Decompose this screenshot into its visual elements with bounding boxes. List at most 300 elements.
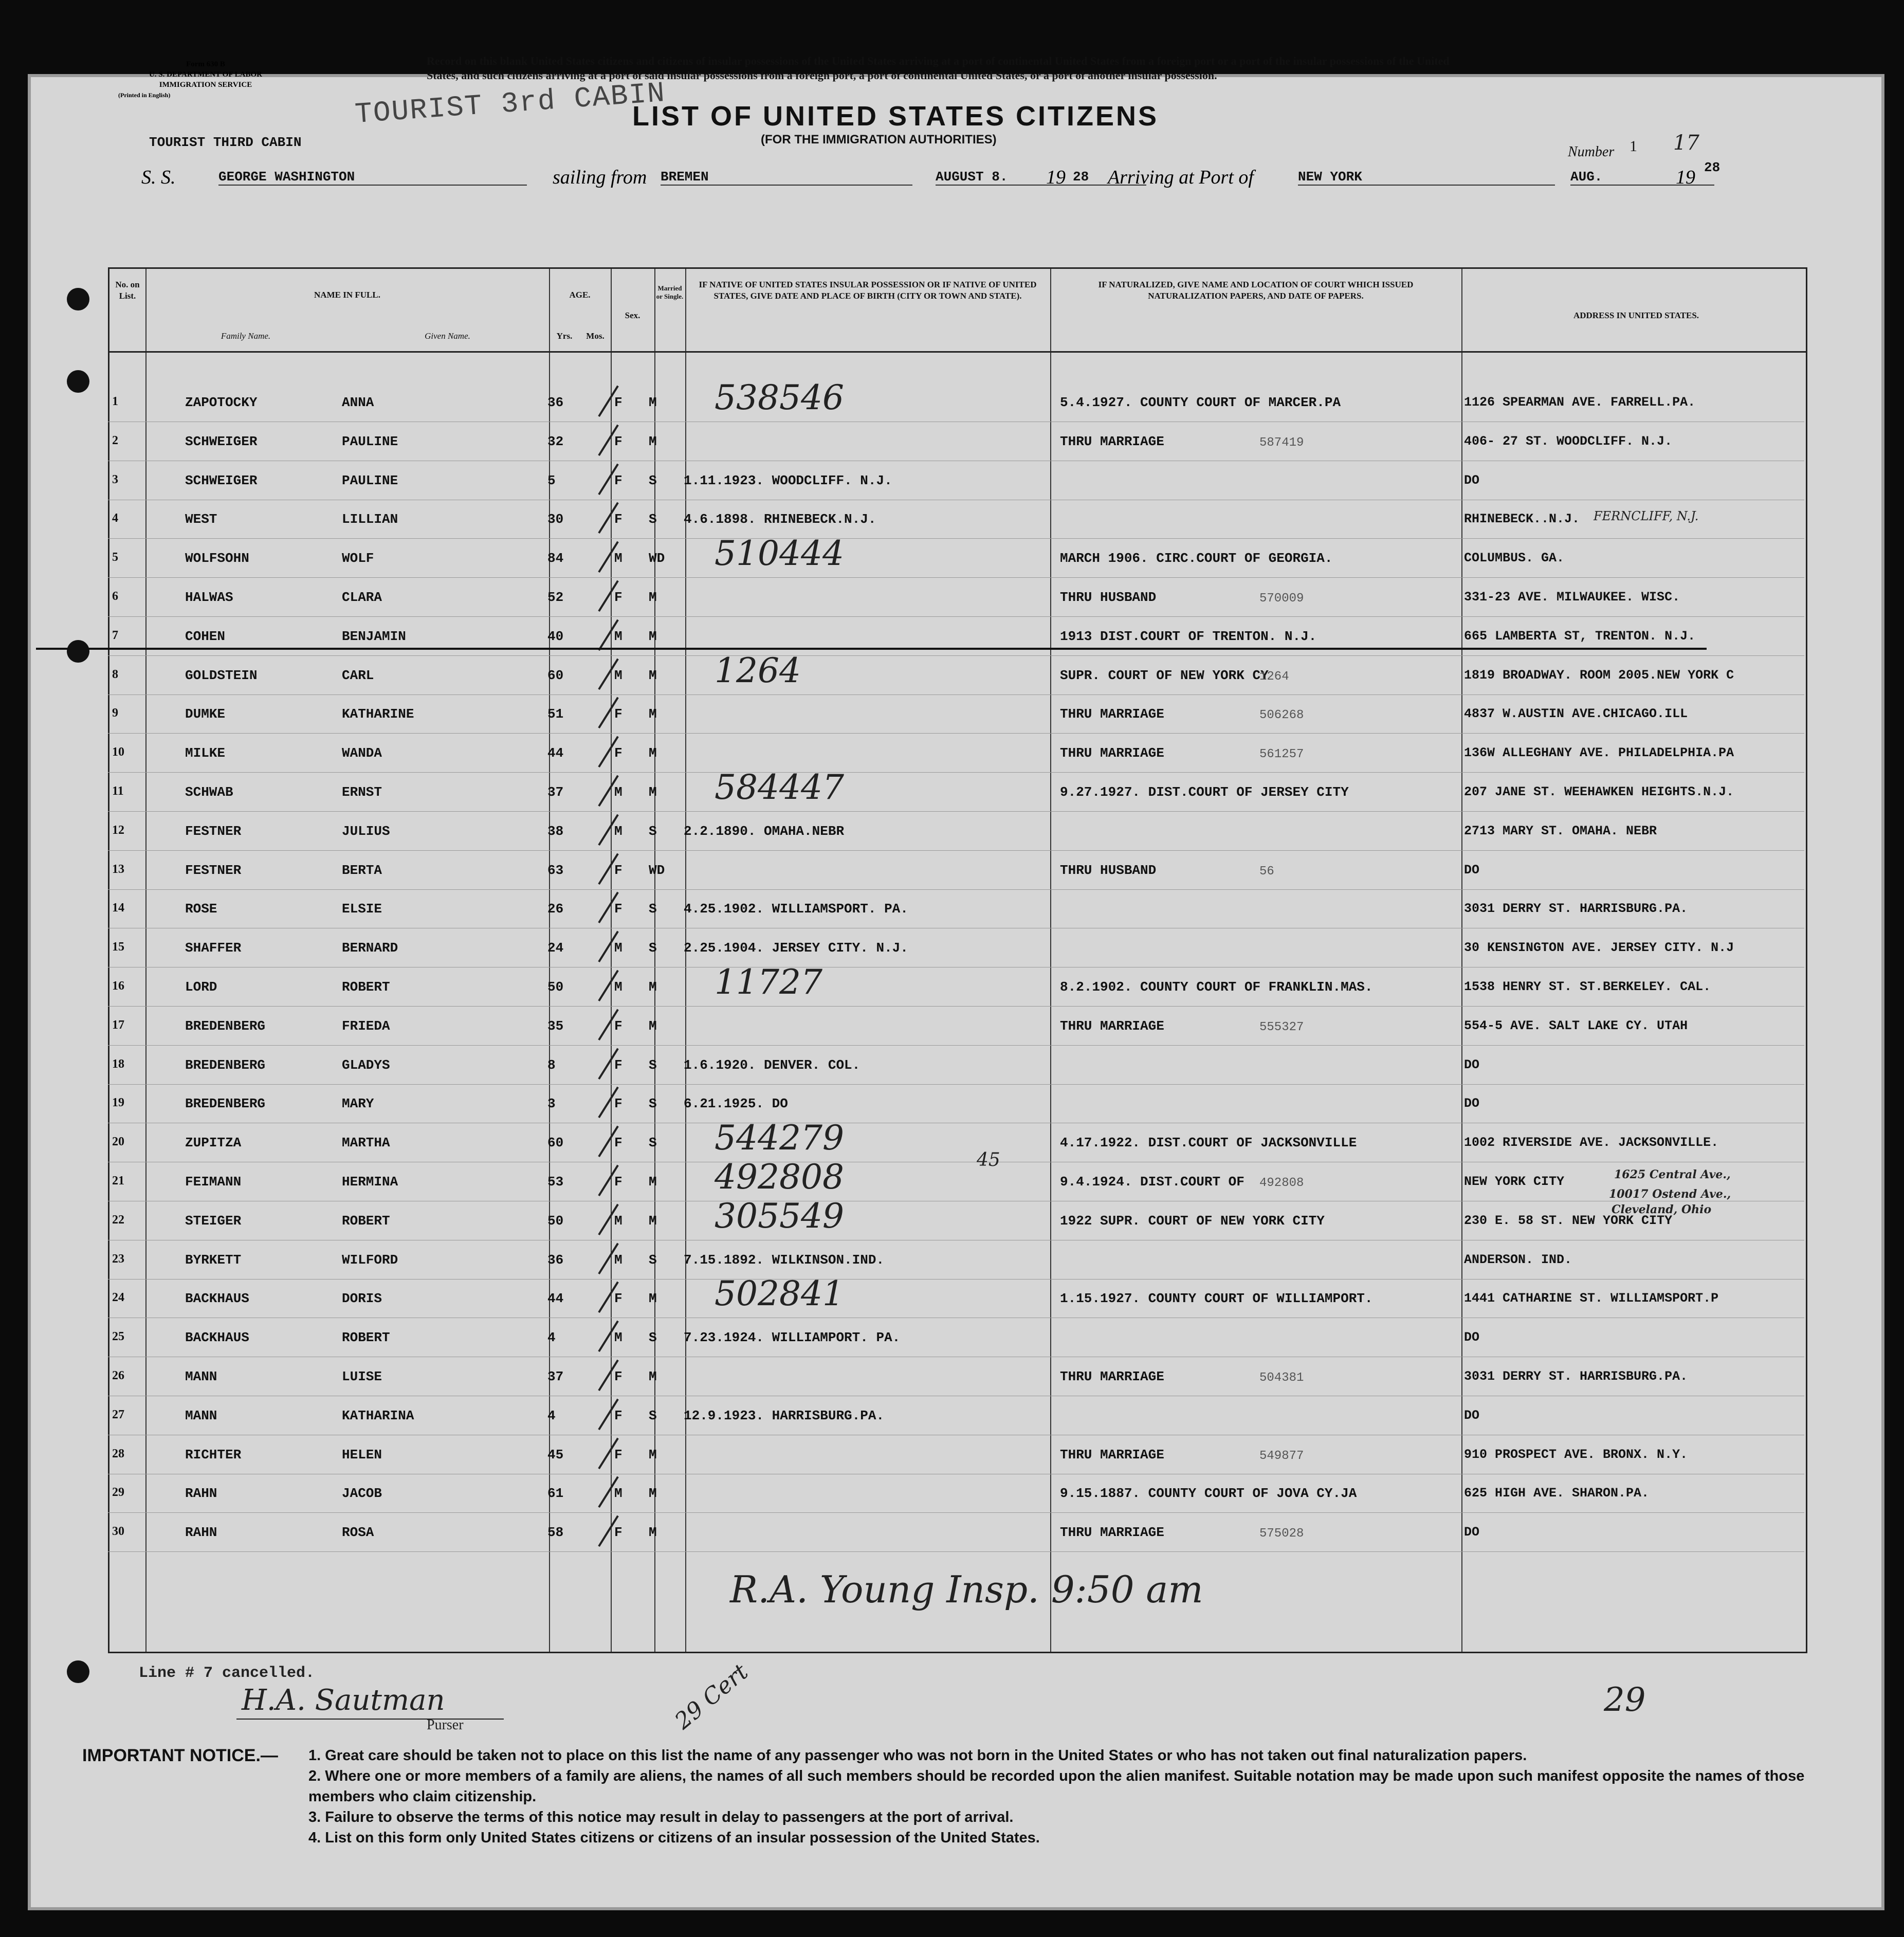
form-line: U. S. DEPARTMENT OF LABOR <box>149 70 263 79</box>
us-address: COLUMBUS. GA. <box>1464 551 1565 566</box>
arriving-label: Arriving at Port of <box>1108 167 1254 188</box>
family-name: BYRKETT <box>185 1252 242 1268</box>
year-prefix: 19 <box>1676 167 1695 188</box>
sex: M <box>614 1213 623 1229</box>
handwritten-cert-number: 544279 <box>715 1118 844 1158</box>
col-naturalized: IF NATURALIZED, GIVE NAME AND LOCATION OF COURT WHICH ISSUED NATURALIZATION PAPERS, AND DATE OF PAPERS. <box>1098 280 1414 301</box>
given-name: BERTA <box>342 862 382 878</box>
marital-status: M <box>649 745 657 761</box>
row-number: 29 <box>112 1486 124 1500</box>
us-address: 3031 DERRY ST. HARRISBURG.PA. <box>1464 1369 1688 1384</box>
sex: M <box>614 628 623 644</box>
row-number: 25 <box>112 1330 124 1344</box>
given-name: DORIS <box>342 1291 382 1307</box>
given-name: PAULINE <box>342 433 398 449</box>
stamped-cert-number: 587419 <box>1259 435 1304 450</box>
typed-class-label: TOURIST THIRD CABIN <box>149 135 302 150</box>
row-number: 10 <box>112 745 124 759</box>
count-note: 29 Cert <box>670 1658 754 1735</box>
row-rule <box>108 577 1804 578</box>
family-name: WOLFSOHN <box>185 551 249 567</box>
tourist-cabin-stamp: TOURIST 3rd CABIN <box>354 76 667 132</box>
handwritten-cert-number: 1264 <box>715 650 801 690</box>
naturalization-info: 1.15.1927. COUNTY COURT OF WILLIAMPORT. <box>1060 1291 1373 1307</box>
cancel-note: Line # 7 cancelled. <box>139 1665 315 1682</box>
stamped-cert-number: 492808 <box>1259 1176 1304 1190</box>
age-years: 8 <box>547 1057 556 1073</box>
family-name: WEST <box>185 511 217 527</box>
address-note: 10017 Ostend Ave., <box>1609 1187 1731 1201</box>
us-address: 2713 MARY ST. OMAHA. NEBR <box>1464 823 1657 838</box>
inspector-signature: R.A. Young Insp. 9:50 am <box>730 1568 1203 1611</box>
us-address: DO <box>1464 1330 1480 1345</box>
row-number: 14 <box>112 901 124 915</box>
row-rule <box>108 850 1804 851</box>
page-subtitle: (FOR THE IMMIGRATION AUTHORITIES) <box>761 133 997 147</box>
sex: F <box>614 1525 623 1541</box>
age-years: 44 <box>547 1291 564 1307</box>
age-years: 53 <box>547 1174 564 1190</box>
row-number: 15 <box>112 940 124 954</box>
family-name: BREDENBERG <box>185 1057 266 1073</box>
form-line: Form 630 B <box>186 60 225 68</box>
given-name: ELSIE <box>342 901 382 917</box>
age-years: 36 <box>547 1252 564 1268</box>
us-address: 136W ALLEGHANY AVE. PHILADELPHIA.PA <box>1464 745 1734 761</box>
us-address: 1538 HENRY ST. ST.BERKELEY. CAL. <box>1464 979 1711 994</box>
us-address: DO <box>1464 1096 1480 1111</box>
given-name: HELEN <box>342 1447 382 1463</box>
family-name: ROSE <box>185 901 217 917</box>
marital-status: S <box>649 1330 657 1346</box>
age-years: 84 <box>547 551 564 567</box>
sex: F <box>614 706 623 722</box>
row-number: 2 <box>112 433 118 447</box>
marital-status: S <box>649 1408 657 1423</box>
naturalization-info: THRU MARRIAGE <box>1060 745 1164 761</box>
form-line: (Printed in English) <box>118 92 171 99</box>
family-name: ZAPOTOCKY <box>185 395 258 410</box>
row-rule <box>108 889 1804 890</box>
marital-status: M <box>649 1486 657 1502</box>
given-name: CLARA <box>342 590 382 605</box>
naturalization-info: THRU MARRIAGE <box>1060 1525 1164 1541</box>
given-name: BERNARD <box>342 940 398 956</box>
given-name: WILFORD <box>342 1252 398 1268</box>
birth-info: 6.21.1925. DO <box>684 1096 788 1112</box>
handwritten-cert-number: 492808 <box>715 1157 844 1197</box>
sex: M <box>614 940 623 956</box>
sex: M <box>614 784 623 800</box>
given-name: ERNST <box>342 784 382 800</box>
birth-info: 1.6.1920. DENVER. COL. <box>684 1057 861 1073</box>
given-name: JACOB <box>342 1486 382 1502</box>
naturalization-info: THRU MARRIAGE <box>1060 1018 1164 1034</box>
handwritten-cert-number: 305549 <box>715 1196 844 1236</box>
row-number: 19 <box>112 1096 124 1110</box>
given-name: ANNA <box>342 395 374 410</box>
age-years: 38 <box>547 823 564 839</box>
notice-item: 2. Where one or more members of a family are aliens, the names of all such members should be recorded upon the alien manifest. Suitable notation may be made upon such manifest opposite the names of those members who claim citizenship. <box>308 1768 1805 1805</box>
sex: F <box>614 1135 623 1151</box>
row-rule <box>108 1512 1804 1513</box>
age-years: 36 <box>547 395 564 410</box>
given-name: ROBERT <box>342 1330 390 1346</box>
handwritten-cert-number: 11727 <box>715 962 822 1002</box>
stamped-cert-number: 1264 <box>1259 669 1289 684</box>
age-years: 4 <box>547 1408 556 1423</box>
sex: F <box>614 1408 623 1423</box>
marital-status: M <box>649 1525 657 1541</box>
family-name: SCHWAB <box>185 784 233 800</box>
sex: M <box>614 979 623 995</box>
age-years: 61 <box>547 1486 564 1502</box>
given-name: HERMINA <box>342 1174 398 1190</box>
given-name: ROSA <box>342 1525 374 1541</box>
us-address: ANDERSON. IND. <box>1464 1252 1572 1267</box>
family-name: RAHN <box>185 1525 217 1541</box>
naturalization-info: 1922 SUPR. COURT OF NEW YORK CITY <box>1060 1213 1325 1229</box>
marital-status: M <box>649 1447 657 1463</box>
sex: M <box>614 1252 623 1268</box>
sex: F <box>614 433 623 449</box>
row-rule <box>108 1279 1804 1280</box>
naturalization-info: THRU HUSBAND <box>1060 590 1157 605</box>
row-number: 11 <box>112 784 124 798</box>
marital-status: M <box>649 395 657 410</box>
marital-status: M <box>649 1018 657 1034</box>
page-title: LIST OF UNITED STATES CITIZENS <box>632 101 1159 132</box>
marital-status: S <box>649 1252 657 1268</box>
marital-status: M <box>649 784 657 800</box>
birth-info: 7.15.1892. WILKINSON.IND. <box>684 1252 885 1268</box>
us-address: 230 E. 58 ST. NEW YORK CITY <box>1464 1213 1673 1228</box>
age-years: 24 <box>547 940 564 956</box>
us-address: DO <box>1464 1057 1480 1072</box>
age-years: 52 <box>547 590 564 605</box>
marital-status: M <box>649 1369 657 1384</box>
us-address: 554-5 AVE. SALT LAKE CY. UTAH <box>1464 1018 1688 1033</box>
naturalization-info: 9.27.1927. DIST.COURT OF JERSEY CITY <box>1060 784 1349 800</box>
sex: M <box>614 1486 623 1502</box>
arrival-month: AUG. <box>1570 169 1714 186</box>
us-address: DO <box>1464 1525 1480 1540</box>
stamped-cert-number: 504381 <box>1259 1371 1304 1385</box>
us-address: 4837 W.AUSTIN AVE.CHICAGO.ILL <box>1464 706 1688 722</box>
family-name: LORD <box>185 979 217 995</box>
departure-port: BREMEN <box>661 169 912 186</box>
departure-date: AUGUST 8. <box>936 169 1146 186</box>
family-name: FESTNER <box>185 823 242 839</box>
stamped-cert-number: 561257 <box>1259 747 1304 762</box>
us-address: 30 KENSINGTON AVE. JERSEY CITY. N.J <box>1464 940 1734 956</box>
number-value: 1 <box>1630 138 1637 155</box>
col-native: IF NATIVE OF UNITED STATES INSULAR POSSESSION OR IF NATIVE OF UNITED STATES, GIVE DATE AND PLACE OF BIRTH (CITY OR TOWN AND STATE). <box>699 280 1037 301</box>
sex: F <box>614 1447 623 1463</box>
us-address: 207 JANE ST. WEEHAWKEN HEIGHTS.N.J. <box>1464 784 1734 799</box>
col-yrs: Yrs. <box>556 331 573 341</box>
sex: F <box>614 745 623 761</box>
age-years: 50 <box>547 979 564 995</box>
us-address: DO <box>1464 472 1480 488</box>
purser-signature: H.A. Sautman <box>242 1684 445 1717</box>
family-name: DUMKE <box>185 706 226 722</box>
handwritten-cert-number: 584447 <box>715 768 844 807</box>
given-name: LILLIAN <box>342 511 398 527</box>
year-prefix: 19 <box>1046 167 1066 188</box>
age-years: 3 <box>547 1096 556 1112</box>
stamped-cert-number: 549877 <box>1259 1449 1304 1463</box>
sex: M <box>614 667 623 683</box>
sex: F <box>614 1291 623 1307</box>
naturalization-info: 8.2.1902. COUNTY COURT OF FRANKLIN.MAS. <box>1060 979 1373 995</box>
age-years: 32 <box>547 433 564 449</box>
given-name: KATHARINE <box>342 706 414 722</box>
family-name: MANN <box>185 1369 217 1384</box>
given-name: BENJAMIN <box>342 628 406 644</box>
us-address: 3031 DERRY ST. HARRISBURG.PA. <box>1464 901 1688 917</box>
col-sex: Sex. <box>625 310 640 320</box>
age-years: 30 <box>547 511 564 527</box>
address-note: 1625 Central Ave., <box>1614 1168 1731 1181</box>
arrival-day: 17 <box>1673 131 1699 155</box>
arrival-year: 28 <box>1704 160 1720 175</box>
family-name: FEIMANN <box>185 1174 242 1190</box>
given-name: PAULINE <box>342 472 398 488</box>
row-rule <box>108 1084 1804 1085</box>
us-address: 1002 RIVERSIDE AVE. JACKSONVILLE. <box>1464 1135 1719 1150</box>
purser-label: Purser <box>427 1717 464 1733</box>
notice-item: 1. Great care should be taken not to place on this list the name of any passenger who was not born in the United States or who has not taken out final naturalization papers. <box>308 1747 1527 1764</box>
row-rule <box>108 1006 1804 1007</box>
marital-status: M <box>649 667 657 683</box>
marital-status: S <box>649 511 657 527</box>
marital-status: WD <box>649 862 665 878</box>
form-line: IMMIGRATION SERVICE <box>159 81 252 89</box>
row-rule <box>108 733 1804 734</box>
us-address: DO <box>1464 1408 1480 1423</box>
age-years: 63 <box>547 862 564 878</box>
family-name: SHAFFER <box>185 940 242 956</box>
birth-info: 4.25.1902. WILLIAMSPORT. PA. <box>684 901 908 917</box>
given-name: FRIEDA <box>342 1018 390 1034</box>
age-years: 26 <box>547 901 564 917</box>
family-name: STEIGER <box>185 1213 242 1229</box>
row-number: 20 <box>112 1135 124 1149</box>
given-name: ROBERT <box>342 979 390 995</box>
marital-status: S <box>649 1057 657 1073</box>
punch-hole <box>67 288 89 310</box>
family-name: HALWAS <box>185 590 233 605</box>
col-given-name: Given Name. <box>425 331 470 341</box>
us-address: NEW YORK CITY <box>1464 1174 1565 1189</box>
hand-number: 45 <box>977 1149 1000 1171</box>
given-name: WOLF <box>342 551 374 567</box>
sex: M <box>614 551 623 567</box>
family-name: COHEN <box>185 628 226 644</box>
row-number: 9 <box>112 706 118 720</box>
row-number: 21 <box>112 1174 124 1187</box>
row-number: 3 <box>112 472 118 486</box>
naturalization-info: 9.15.1887. COUNTY COURT OF JOVA CY.JA <box>1060 1486 1357 1502</box>
row-number: 16 <box>112 979 124 993</box>
col-no: No. on List. <box>115 280 140 301</box>
row-number: 18 <box>112 1057 124 1071</box>
row-number: 4 <box>112 511 118 525</box>
naturalization-info: SUPR. COURT OF NEW YORK CY <box>1060 667 1269 683</box>
sex: F <box>614 1174 623 1190</box>
stamped-cert-number: 570009 <box>1259 592 1304 606</box>
col-mos: Mos. <box>586 331 605 341</box>
arrival-port: NEW YORK <box>1298 169 1555 186</box>
marital-status: M <box>649 706 657 722</box>
col-family-name: Family Name. <box>221 331 271 341</box>
naturalization-info: THRU MARRIAGE <box>1060 1447 1164 1463</box>
row-number: 7 <box>112 628 118 642</box>
row-rule <box>108 1551 1804 1552</box>
age-years: 4 <box>547 1330 556 1346</box>
count-right: 29 <box>1604 1681 1646 1719</box>
us-address: 1126 SPEARMAN AVE. FARRELL.PA. <box>1464 395 1696 410</box>
row-rule <box>108 811 1804 812</box>
us-address: 1819 BROADWAY. ROOM 2005.NEW YORK C <box>1464 667 1734 683</box>
family-name: SCHWEIGER <box>185 433 258 449</box>
row-rule <box>108 616 1804 617</box>
ship-name: GEORGE WASHINGTON <box>218 169 527 186</box>
col-married-single: Married or Single. <box>656 284 684 300</box>
family-name: FESTNER <box>185 862 242 878</box>
row-rule <box>108 538 1804 539</box>
us-address: 625 HIGH AVE. SHARON.PA. <box>1464 1486 1650 1501</box>
address-note: Cleveland, Ohio <box>1612 1203 1712 1216</box>
age-years: 60 <box>547 667 564 683</box>
row-number: 30 <box>112 1525 124 1539</box>
birth-info: 2.25.1904. JERSEY CITY. N.J. <box>684 940 908 956</box>
form-designation <box>118 59 293 100</box>
stamped-cert-number: 555327 <box>1259 1020 1304 1034</box>
row-number: 24 <box>112 1291 124 1305</box>
notice-items <box>308 1745 1830 1848</box>
given-name: GLADYS <box>342 1057 390 1073</box>
birth-info: 2.2.1890. OMAHA.NEBR <box>684 823 845 839</box>
age-years: 44 <box>547 745 564 761</box>
naturalization-info: THRU MARRIAGE <box>1060 433 1164 449</box>
handwritten-cert-number: 510444 <box>715 534 844 574</box>
marital-status: S <box>649 940 657 956</box>
stamped-cert-number: 506268 <box>1259 708 1304 723</box>
number-label: Number <box>1568 144 1615 160</box>
row-rule <box>108 1045 1804 1046</box>
sex: M <box>614 1330 623 1346</box>
marital-status: M <box>649 1291 657 1307</box>
sex: F <box>614 590 623 605</box>
col-address: ADDRESS IN UNITED STATES. <box>1573 310 1699 320</box>
marital-status: M <box>649 1213 657 1229</box>
row-number: 22 <box>112 1213 124 1227</box>
record-instructions: Record on this blank United States citizens and citizens of insular possessions of the United States arriving at a port of continental United States from a foreign port or a port of the insular possessions of the United States, and such citizens arriving at a port of said insular possessions from a foreign port, a port of continental United States, or a port of another insular possession. <box>427 54 1450 82</box>
given-name: ROBERT <box>342 1213 390 1229</box>
row-number: 17 <box>112 1018 124 1032</box>
stamped-cert-number: 56 <box>1259 864 1274 879</box>
family-name: BREDENBERG <box>185 1018 266 1034</box>
age-years: 45 <box>547 1447 564 1463</box>
punch-hole <box>67 1660 89 1683</box>
family-name: MILKE <box>185 745 226 761</box>
age-years: 37 <box>547 1369 564 1384</box>
marital-status: M <box>649 979 657 995</box>
row-number: 27 <box>112 1408 124 1421</box>
family-name: RAHN <box>185 1486 217 1502</box>
sex: F <box>614 1369 623 1384</box>
handwritten-cert-number: 538546 <box>715 378 844 417</box>
marital-status: M <box>649 628 657 644</box>
given-name: KATHARINA <box>342 1408 414 1423</box>
given-name: JULIUS <box>342 823 390 839</box>
notice-item: 4. List on this form only United States citizens or citizens of an insular possession of the United States. <box>308 1830 1040 1846</box>
sex: M <box>614 823 623 839</box>
age-years: 5 <box>547 472 556 488</box>
family-name: RICHTER <box>185 1447 242 1463</box>
given-name: WANDA <box>342 745 382 761</box>
col-age: AGE. <box>569 290 591 300</box>
age-years: 40 <box>547 628 564 644</box>
family-name: SCHWEIGER <box>185 472 258 488</box>
marital-status: M <box>649 1174 657 1190</box>
punch-hole <box>67 370 89 393</box>
naturalization-info: 1913 DIST.COURT OF TRENTON. N.J. <box>1060 628 1317 644</box>
us-address: 331-23 AVE. MILWAUKEE. WISC. <box>1464 590 1680 605</box>
marital-status: M <box>649 433 657 449</box>
stamped-cert-number: 575028 <box>1259 1527 1304 1541</box>
sex: F <box>614 511 623 527</box>
us-address: 1441 CATHARINE ST. WILLIAMSPORT.P <box>1464 1291 1719 1306</box>
row-rule <box>108 655 1804 656</box>
handwritten-cert-number: 502841 <box>715 1274 844 1314</box>
notice-label: IMPORTANT NOTICE.— <box>82 1746 278 1765</box>
naturalization-info: THRU MARRIAGE <box>1060 706 1164 722</box>
age-years: 35 <box>547 1018 564 1034</box>
family-name: GOLDSTEIN <box>185 667 258 683</box>
row-number: 5 <box>112 551 118 564</box>
us-address: 665 LAMBERTA ST, TRENTON. N.J. <box>1464 628 1696 644</box>
punch-hole <box>67 640 89 663</box>
family-name: BACKHAUS <box>185 1291 249 1307</box>
row-number: 26 <box>112 1369 124 1382</box>
address-note: FERNCLIFF, N.J. <box>1594 509 1699 523</box>
row-number: 8 <box>112 667 118 681</box>
sex: F <box>614 862 623 878</box>
naturalization-info: MARCH 1906. CIRC.COURT OF GEORGIA. <box>1060 551 1333 567</box>
us-address: 910 PROSPECT AVE. BRONX. N.Y. <box>1464 1447 1688 1462</box>
col-name-in-full: NAME IN FULL. <box>314 290 380 300</box>
age-years: 58 <box>547 1525 564 1541</box>
row-number: 12 <box>112 823 124 837</box>
marital-status: S <box>649 901 657 917</box>
marital-status: S <box>649 472 657 488</box>
us-address: DO <box>1464 862 1480 878</box>
row-rule <box>108 772 1804 773</box>
birth-info: 12.9.1923. HARRISBURG.PA. <box>684 1408 885 1423</box>
sex: F <box>614 1096 623 1112</box>
naturalization-info: THRU HUSBAND <box>1060 862 1157 878</box>
birth-info: 1.11.1923. WOODCLIFF. N.J. <box>684 472 892 488</box>
age-years: 50 <box>547 1213 564 1229</box>
row-number: 23 <box>112 1252 124 1266</box>
line-7-strikethrough <box>36 648 1707 650</box>
sex: F <box>614 901 623 917</box>
family-name: MANN <box>185 1408 217 1423</box>
given-name: CARL <box>342 667 374 683</box>
